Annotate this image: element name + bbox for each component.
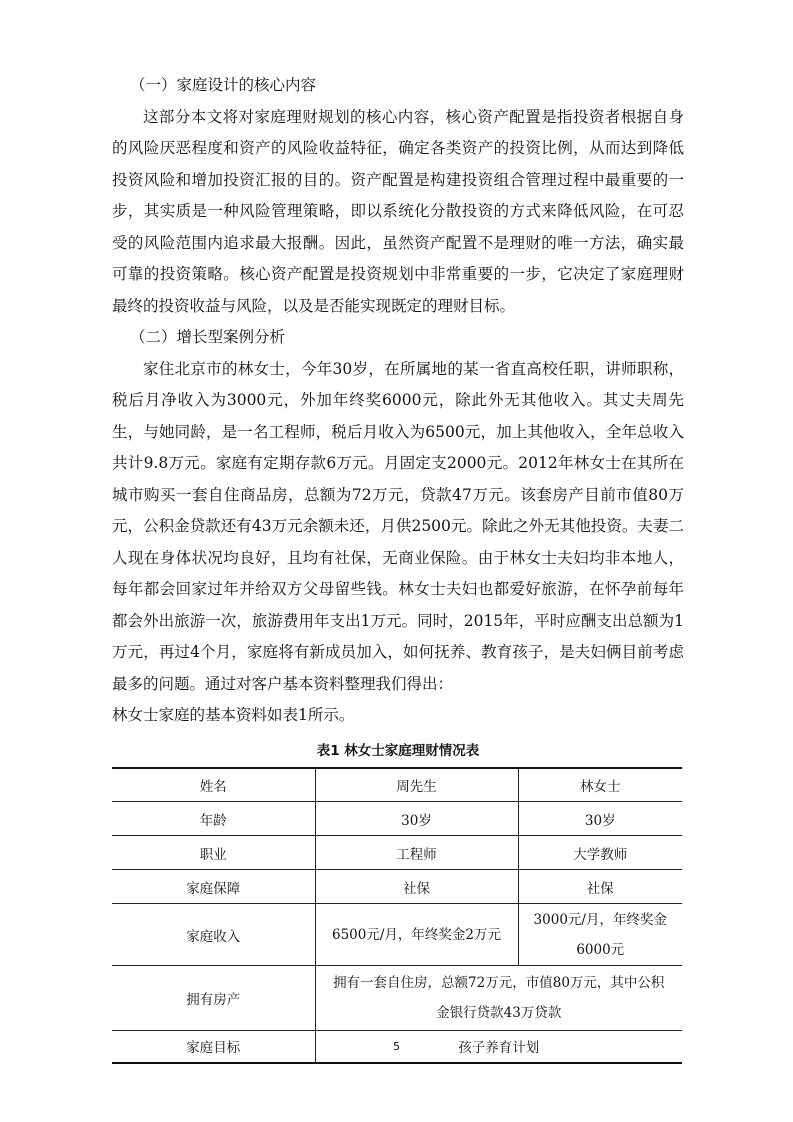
table-cell: 大学教师 <box>518 836 682 870</box>
table-cell: 社保 <box>315 870 518 904</box>
table-cell: 社保 <box>518 870 682 904</box>
table-cell-label: 职业 <box>112 836 315 870</box>
table-cell: 6500元/月，年终奖金2万元 <box>315 904 518 966</box>
table-cell: 30岁 <box>518 802 682 836</box>
table-caption: 表1 林女士家庭理财情况表 <box>316 742 480 759</box>
table-cell-label: 家庭保障 <box>112 870 315 904</box>
table-cell: 30岁 <box>315 802 518 836</box>
table-row <box>112 836 682 870</box>
section-heading-core-content: （一）家庭设计的核心内容 <box>130 76 317 94</box>
table-intro-text: 林女士家庭的基本资料如表1所示。 <box>112 706 355 724</box>
paragraph-core-content: 这部分本文将对家庭理财规划的核心内容，核心资产配置是指投资者根据自身的风险厌恶程度和资产的风险收益特征，确定各类资产的投资比例，从而达到降低投资风险和增加投资汇报的目的。资产配置是构建投资组合管理过程中最重要的一步，其实质是一种风险管理策略，即以系统化分散投资的方式来降低风险，在可忍受的风险范围内追求最大报酬。因此，虽然资产配置不是理财的唯一方法，确实最可靠的投资策略。核心资产配置是投资规划中非常重要的一步，它决定了家庭理财最终的投资收益与风险，以及是否能实现既定的理财目标。 <box>112 107 684 315</box>
table-cell-merged: 孩子养育计划 <box>315 1031 682 1063</box>
table-row <box>112 904 682 966</box>
table-row <box>112 870 682 904</box>
table-cell: 3000元/月，年终奖金6000元 <box>518 904 682 966</box>
table-row <box>112 802 682 836</box>
table-cell: 工程师 <box>315 836 518 870</box>
table-cell-label: 年龄 <box>112 802 315 836</box>
table-cell: 周先生 <box>315 768 518 802</box>
table-cell-label: 姓名 <box>112 768 315 802</box>
page-content <box>112 70 684 1064</box>
table-cell-merged: 拥有一套自住房，总额72万元，市值80万元，其中公积金银行贷款43万贷款 <box>315 966 682 1031</box>
family-finance-table <box>112 767 682 1064</box>
table-cell-label: 家庭目标 <box>112 1031 315 1063</box>
table-cell-label: 家庭收入 <box>112 904 315 966</box>
table-cell-label: 拥有房产 <box>112 966 315 1031</box>
section-heading-case-analysis: （二）增长型案例分析 <box>130 328 286 346</box>
paragraph-case-analysis: 家住北京市的林女士，今年30岁，在所属地的某一省直高校任职，讲师职称，税后月净收入为3000元，外加年终奖6000元，除此外无其他收入。其丈夫周先生，与她同龄，是一名工程师，税后月收入为6500元，加上其他收入，全年总收入共计9.8万元。家庭有定期存款6万元。月固定支2000元。2012年林女士在其所在城市购买一套自住商品房，总额为72万元，贷款47万元。该套房产目前市值80万元，公积金贷款还有43万元余额未还，月供2500元。除此之外无其他投资。夫妻二人现在身体状况均良好，且均有社保，无商业保险。由于林女士夫妇均非本地人，每年都会回家过年并给双方父母留些钱。林女士夫妇也都爱好旅游，在怀孕前每年都会外出旅游一次，旅游费用年支出1万元。同时，2015年，平时应酬支出总额为1万元，再过4个月，家庭将有新成员加入，如何抚养、教育孩子，是夫妇俩目前考虑最多的问题。通过对客户基本资料整理我们得出： <box>112 359 684 693</box>
table-cell: 林女士 <box>518 768 682 802</box>
table-row <box>112 966 682 1031</box>
table-row <box>112 768 682 802</box>
page-number: 5 <box>393 1040 400 1053</box>
